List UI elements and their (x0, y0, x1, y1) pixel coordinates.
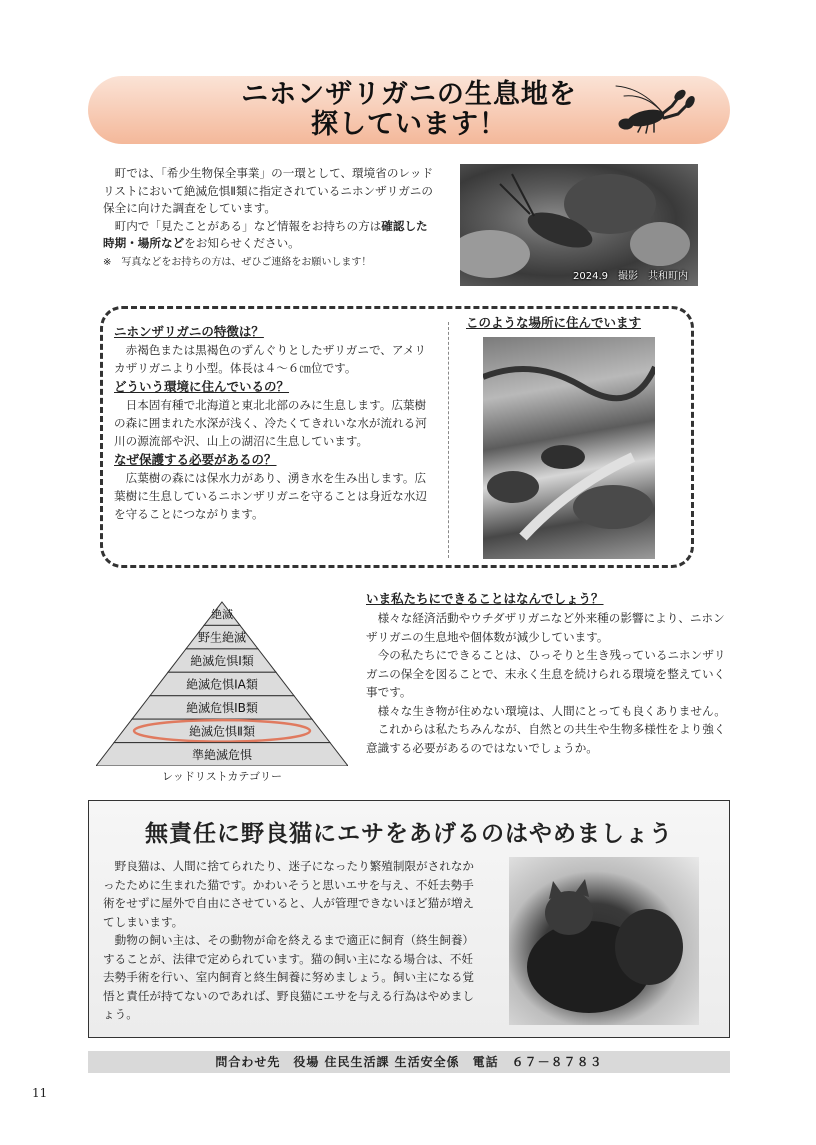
intro-p2-a: 町内で「見たことがある」など情報をお持ちの方は (114, 218, 382, 233)
habitat-heading: このような場所に住んでいます (466, 315, 642, 330)
cat-title: 無責任に野良猫にエサをあげるのはやめましょう (145, 821, 673, 847)
stream-photo-art (483, 337, 655, 559)
contact-bar: 問合わせ先 役場 住民生活課 生活安全係 電話 ６７－８７８３ (88, 1051, 730, 1073)
stray-cat-box (88, 800, 730, 1038)
cando-paragraph-1: 様々な経済活動やウチダザリガニなど外来種の影響により、ニホンザリガニの生息地や個体数が減少しています。 (366, 611, 725, 644)
cando-paragraph-3: 様々な生き物が住めない環境は、人間にとっても良くありません。 (377, 703, 726, 718)
features-section (114, 322, 432, 523)
heading-cando: いま私たちにできることはなんでしょう？ (366, 591, 604, 606)
title-line-1: ニホンザリガニの生息地を (241, 79, 577, 110)
pyramid-level-label: 絶滅危惧ⅠA類 (186, 677, 258, 692)
pyramid-level-label: 野生絶滅 (197, 630, 247, 645)
redlist-pyramid (96, 598, 348, 766)
crayfish-icon (612, 78, 696, 136)
why-protect-paragraph: 広葉樹の森には保水力があり、湧き水を生み出します。広葉樹に生息しているニホンザリガニを守ることは身近な水辺を守ることにつながります。 (114, 471, 427, 521)
cat-paragraph-1: 野良猫は、人間に捨てられたり、迷子になったり繁殖制限がされなかったために生まれた猫です。かわいそうと思いエサを与え、不妊去勢手術をせずに屋外で自由にさせていると、人が管理できないほど猫が増えてしまいます。 (103, 859, 475, 929)
intro-paragraph-1: 町では、「希少生物保全事業」の一環として、環境省のレッドリストにおいて絶滅危惧Ⅱ類に指定されているニホンザリガニの保全に向けた調査をしています。 (103, 166, 434, 215)
cat-paragraph-2: 動物の飼い主は、その動物が命を終えるまで適正に飼育（終生飼養）することが、法律で定められています。猫の飼い主になる場合は、不妊去勢手術を行い、室内飼育と終生飼養に努めましょう。飼い主になる覚悟と責任が持てないのであれば、野良猫にエサを与える行為はやめましょう。 (103, 933, 475, 1021)
pyramid-level-label: 絶滅危惧Ⅰ類 (190, 654, 254, 669)
environment-paragraph: 日本固有種で北海道と東北北部のみに生息します。広葉樹の森に囲まれた水深が浅く、冷たくてきれいな水が流れる河川の源流部や沢、山上の湖沼に生息しています。 (114, 398, 427, 448)
heading-environment: どういう環境に住んでいるの？ (114, 379, 290, 394)
cat-text (103, 857, 481, 1024)
info-divider (448, 322, 449, 558)
stream-photo (483, 337, 655, 559)
photo-caption: 2024.9 撮影 共和町内 (573, 271, 688, 282)
pyramid-level-label: 絶滅 (211, 608, 233, 622)
pyramid-level-label: 準絶滅危惧 (191, 747, 253, 762)
intro-note: ※ 写真などをお持ちの方は、ぜひご連絡をお願いします！ (103, 256, 372, 268)
intro-p2-c: をお知らせください。 (184, 236, 300, 250)
cando-paragraph-4: これからは私たちみんなが、自然との共生や生物多様性をより強く意識する必要があるのではないでしょうか。 (366, 722, 726, 755)
kitten-photo (509, 857, 699, 1025)
pyramid-caption: レッドリストカテゴリー (162, 770, 282, 783)
heading-features: ニホンザリガニの特徴は？ (114, 324, 264, 339)
page-number: 11 (32, 1086, 48, 1100)
pyramid-level-label: 絶滅危惧Ⅱ類 (189, 724, 255, 739)
kitten-photo-art (509, 857, 699, 1025)
crayfish-photo (460, 164, 698, 286)
intro-p2-bold: 確認した時期・場所など (103, 218, 428, 250)
features-paragraph: 赤褐色または黒褐色のずんぐりとしたザリガニで、アメリカザリガニより小型。体長は４～６㎝位です。 (114, 343, 426, 375)
title-line-2: 探しています！ (311, 109, 507, 140)
cando-section (366, 589, 726, 757)
intro-paragraph-2 (103, 218, 438, 253)
cando-paragraph-2: 今の私たちにできることは、ひっそりと生き残っているニホンザリガニの保全を図ることで、末永く生息を続けられる環境を整えていく事です。 (366, 648, 726, 699)
pyramid-level-label: 絶滅危惧ⅠB類 (186, 700, 258, 715)
heading-why-protect: なぜ保護する必要があるの？ (114, 452, 277, 467)
intro-text (103, 165, 438, 271)
